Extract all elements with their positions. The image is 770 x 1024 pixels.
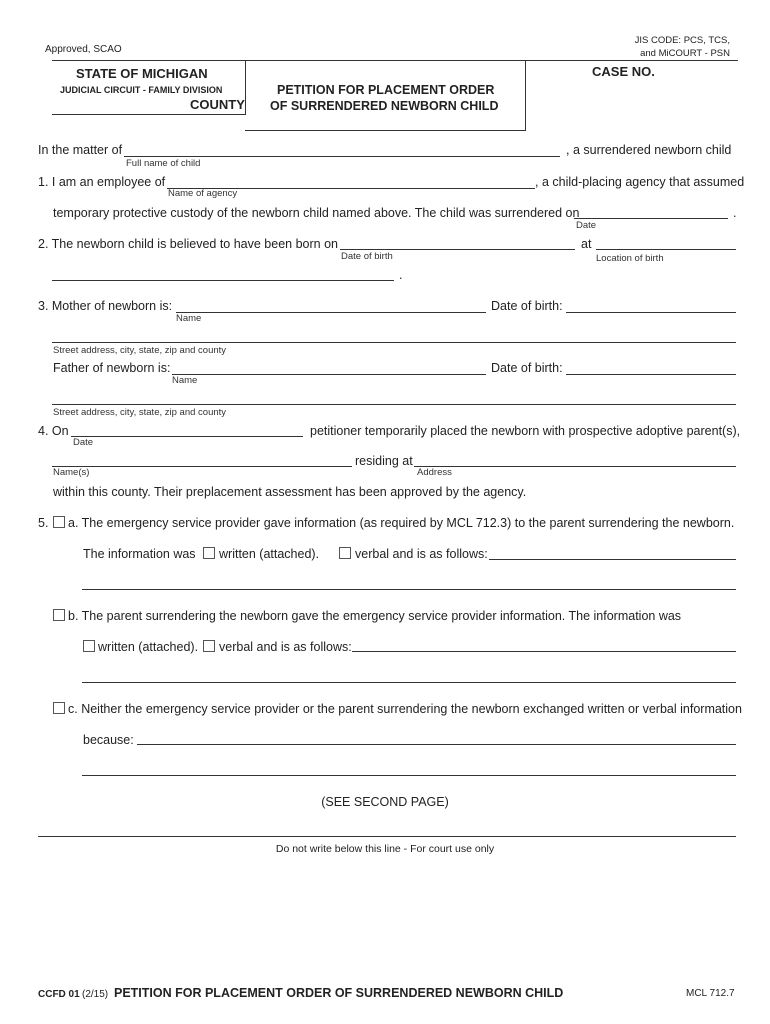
item5b-text: b. The parent surrendering the newborn gave the emergency service provider information. The information was [68, 609, 682, 623]
mother-name-caption: Name [176, 313, 202, 324]
title-bottom-rule [245, 130, 526, 131]
item5c-because: because: [83, 733, 134, 747]
item4-closing: within this county. Their preplacement assessment has been approved by the agency. [53, 485, 527, 499]
item2-at: at [581, 237, 592, 251]
item2-period: . [399, 268, 403, 282]
father-dob-label: Date of birth: [491, 361, 563, 375]
case-no-label: CASE NO. [592, 64, 655, 79]
checkbox-5a-written[interactable] [203, 547, 215, 559]
jis-code-line1: JIS CODE: PCS, TCS, [634, 35, 730, 46]
item5-number: 5. [38, 516, 49, 530]
state-label: STATE OF MICHIGAN [76, 66, 208, 81]
child-name-field[interactable] [124, 156, 560, 157]
circuit-label: JUDICIAL CIRCUIT - FAMILY DIVISION [60, 85, 223, 95]
item5a-info-was: The information was [83, 547, 196, 561]
birth-date-field[interactable] [340, 249, 575, 250]
checkbox-5a[interactable] [53, 516, 65, 528]
court-use-rule [38, 836, 736, 837]
agency-name-caption: Name of agency [168, 188, 238, 199]
approved-label: Approved, SCAO [45, 44, 122, 55]
see-second-page: (SEE SECOND PAGE) [321, 795, 449, 809]
court-use-label: Do not write below this line - For court use only [275, 843, 495, 855]
item5c-because-field-2[interactable] [82, 775, 736, 776]
item5b-written: written (attached). [98, 640, 199, 654]
residing-address-field[interactable] [414, 466, 736, 467]
checkbox-5b-verbal[interactable] [203, 640, 215, 652]
item5b-verbal: verbal and is as follows: [219, 640, 352, 654]
adoptive-names-caption: Name(s) [53, 467, 90, 478]
placement-date-field[interactable] [71, 436, 303, 437]
mother-address-caption: Street address, city, state, zip and county [53, 345, 227, 356]
form-code: CCFD 01 [38, 989, 80, 1000]
item5b-verbal-field-2[interactable] [82, 682, 736, 683]
father-address-caption: Street address, city, state, zip and county [53, 407, 227, 418]
county-label: COUNTY [190, 97, 245, 112]
residing-address-caption: Address [417, 467, 452, 478]
checkbox-5b-written[interactable] [83, 640, 95, 652]
mother-name-field[interactable] [176, 312, 486, 313]
item5a-verbal-field[interactable] [489, 559, 736, 560]
item1-line2: temporary protective custody of the newborn child named above. The child was surrendered on [53, 206, 580, 220]
father-address-field[interactable] [52, 404, 736, 405]
mother-label: 3. Mother of newborn is: [38, 299, 173, 313]
item1-label: 1. I am an employee of [38, 175, 166, 189]
surrender-date-caption: Date [576, 220, 597, 231]
mother-dob-label: Date of birth: [491, 299, 563, 313]
father-name-caption: Name [172, 375, 198, 386]
item2-label: 2. The newborn child is believed to have been born on [38, 237, 338, 251]
item4-text: petitioner temporarily placed the newborn with prospective adoptive parent(s), [310, 424, 741, 438]
title-line2: OF SURRENDERED NEWBORN CHILD [270, 99, 499, 113]
father-dob-field[interactable] [566, 374, 736, 375]
placement-date-caption: Date [73, 437, 94, 448]
birth-date-caption: Date of birth [341, 251, 393, 262]
checkbox-5a-verbal[interactable] [339, 547, 351, 559]
surrender-date-field[interactable] [574, 218, 728, 219]
item5a-written: written (attached). [219, 547, 320, 561]
checkbox-5b[interactable] [53, 609, 65, 621]
item5a-verbal: verbal and is as follows: [355, 547, 488, 561]
item4-label: 4. On [38, 424, 69, 438]
adoptive-parents-field[interactable] [52, 466, 352, 467]
child-name-caption: Full name of child [126, 158, 201, 169]
matter-label: In the matter of [38, 143, 123, 157]
item5a-verbal-field-2[interactable] [82, 589, 736, 590]
mother-dob-field[interactable] [566, 312, 736, 313]
item1-suffix: , a child-placing agency that assumed [535, 175, 745, 189]
item1-period: . [733, 206, 737, 220]
birth-location-caption: Location of birth [596, 253, 664, 264]
birth-location-field-2[interactable] [52, 280, 394, 281]
residing-label: residing at [355, 454, 413, 468]
item5a-text: a. The emergency service provider gave information (as required by MCL 712.3) to the parent surrendering the newborn. [68, 516, 735, 530]
form-revision: (2/15) [82, 989, 109, 1000]
item5c-text: c. Neither the emergency service provider or the parent surrendering the newborn exchanged written or verbal information [68, 702, 742, 716]
father-label: Father of newborn is: [53, 361, 171, 375]
item5b-verbal-field[interactable] [352, 651, 736, 652]
item5c-because-field[interactable] [137, 744, 736, 745]
checkbox-5c[interactable] [53, 702, 65, 714]
jis-code-line2: and MiCOURT - PSN [640, 48, 730, 59]
footer-mcl: MCL 712.7 [686, 988, 735, 999]
title-line1: PETITION FOR PLACEMENT ORDER [277, 83, 495, 97]
matter-suffix: , a surrendered newborn child [566, 143, 732, 157]
mother-address-field[interactable] [52, 342, 736, 343]
birth-location-field[interactable] [596, 249, 736, 250]
father-name-field[interactable] [172, 374, 486, 375]
footer-title: PETITION FOR PLACEMENT ORDER OF SURRENDERED NEWBORN CHILD [114, 986, 564, 1000]
